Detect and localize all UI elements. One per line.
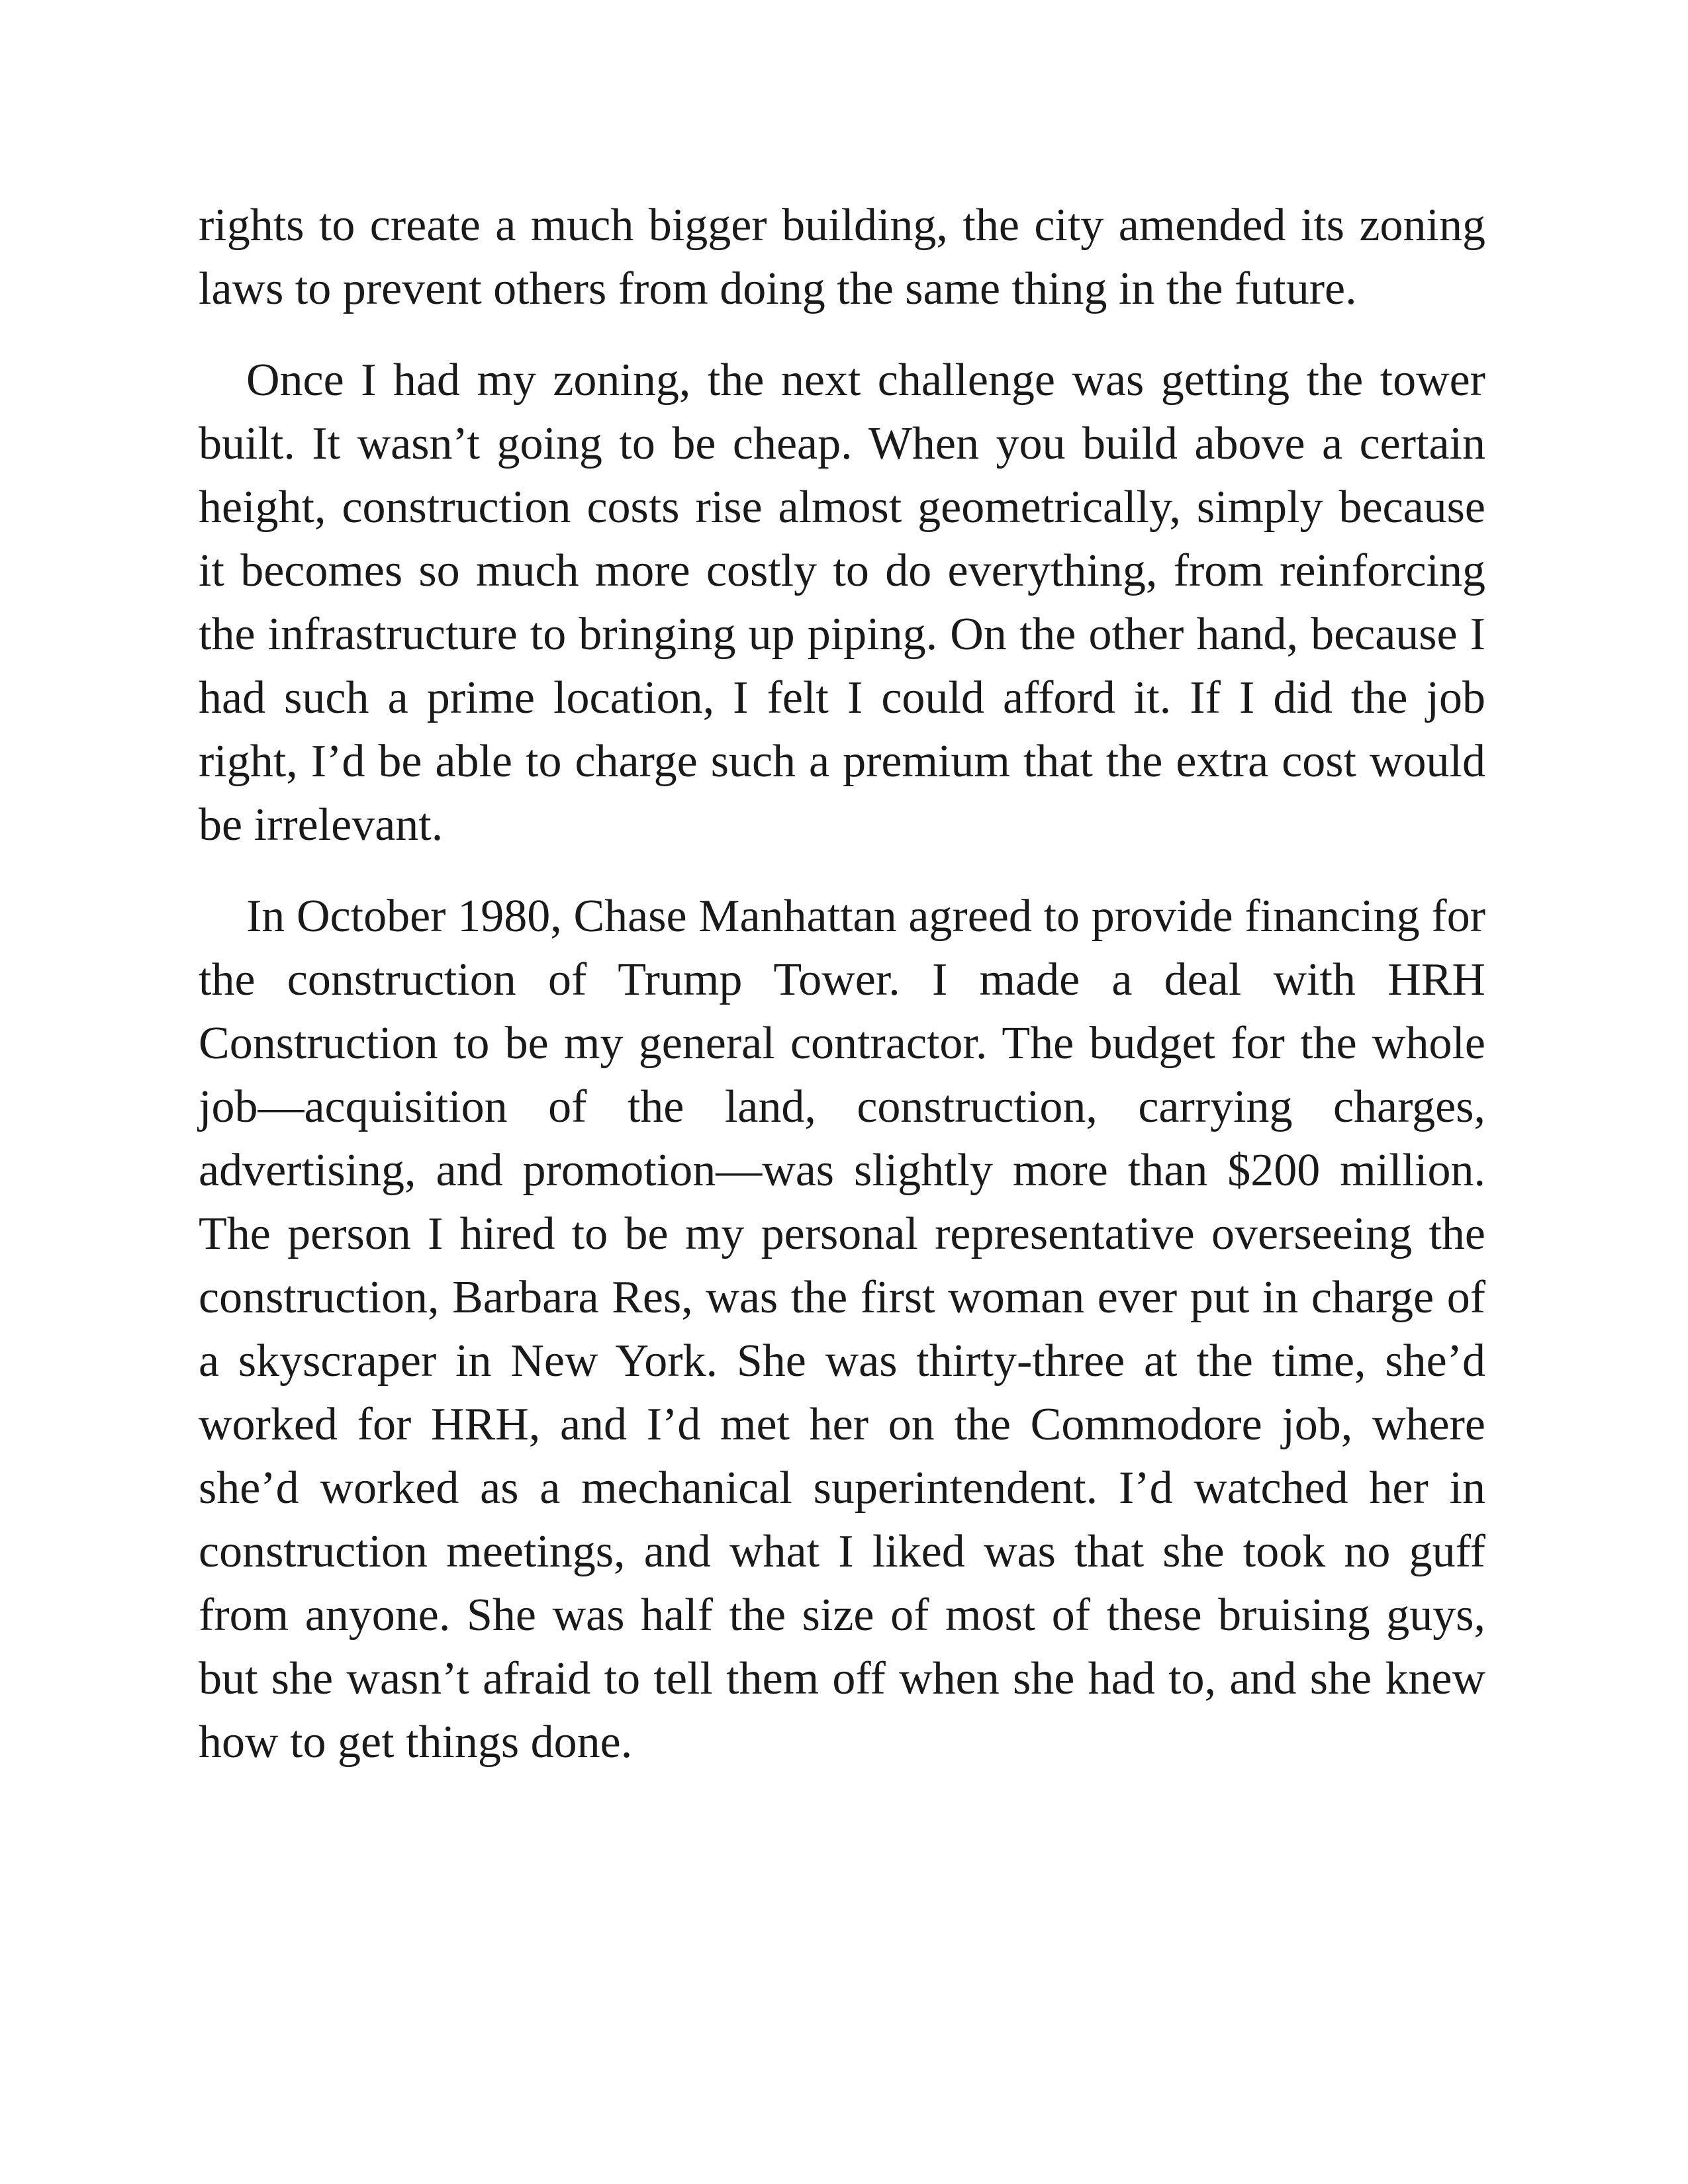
- paragraph-3: In October 1980, Chase Manhattan agreed to provide financing for the construction of Trump Tower. I made a deal with HRH Construction to be my general contractor. The budget for the whole job—acquisition of the land, construction, carrying charges, advertising, and promotion—was slightly more than $200 million. The person I hired to be my personal representative overseeing the construction, Barbara Res, was the first woman ever put in charge of a skyscraper in New York. She was thirty-three at the time, she’d worked for HRH, and I’d met her on the Commodore job, where she’d worked as a mechanical superintendent. I’d watched her in construction meetings, and what I liked was that she took no guff from anyone. She was half the size of most of these bruising guys, but she wasn’t afraid to tell them off when she had to, and she knew how to get things done.: [199, 891, 1485, 1768]
- paragraph-2: Once I had my zoning, the next challenge was getting the tower built. It wasn’t going to be cheap. When you build above a certain height, construction costs rise almost geometrically, simply because it becomes so much more costly to do everything, from reinforcing the infrastructure to bringing up piping. On the other hand, because I had such a prime location, I felt I could afford it. If I did the job right, I’d be able to charge such a premium that the extra cost would be irrelevant.: [199, 355, 1485, 850]
- paragraph-1: rights to create a much bigger building, the city amended its zoning laws to prevent others from doing the same thing in the future.: [199, 200, 1485, 314]
- body-text: [199, 194, 1485, 1802]
